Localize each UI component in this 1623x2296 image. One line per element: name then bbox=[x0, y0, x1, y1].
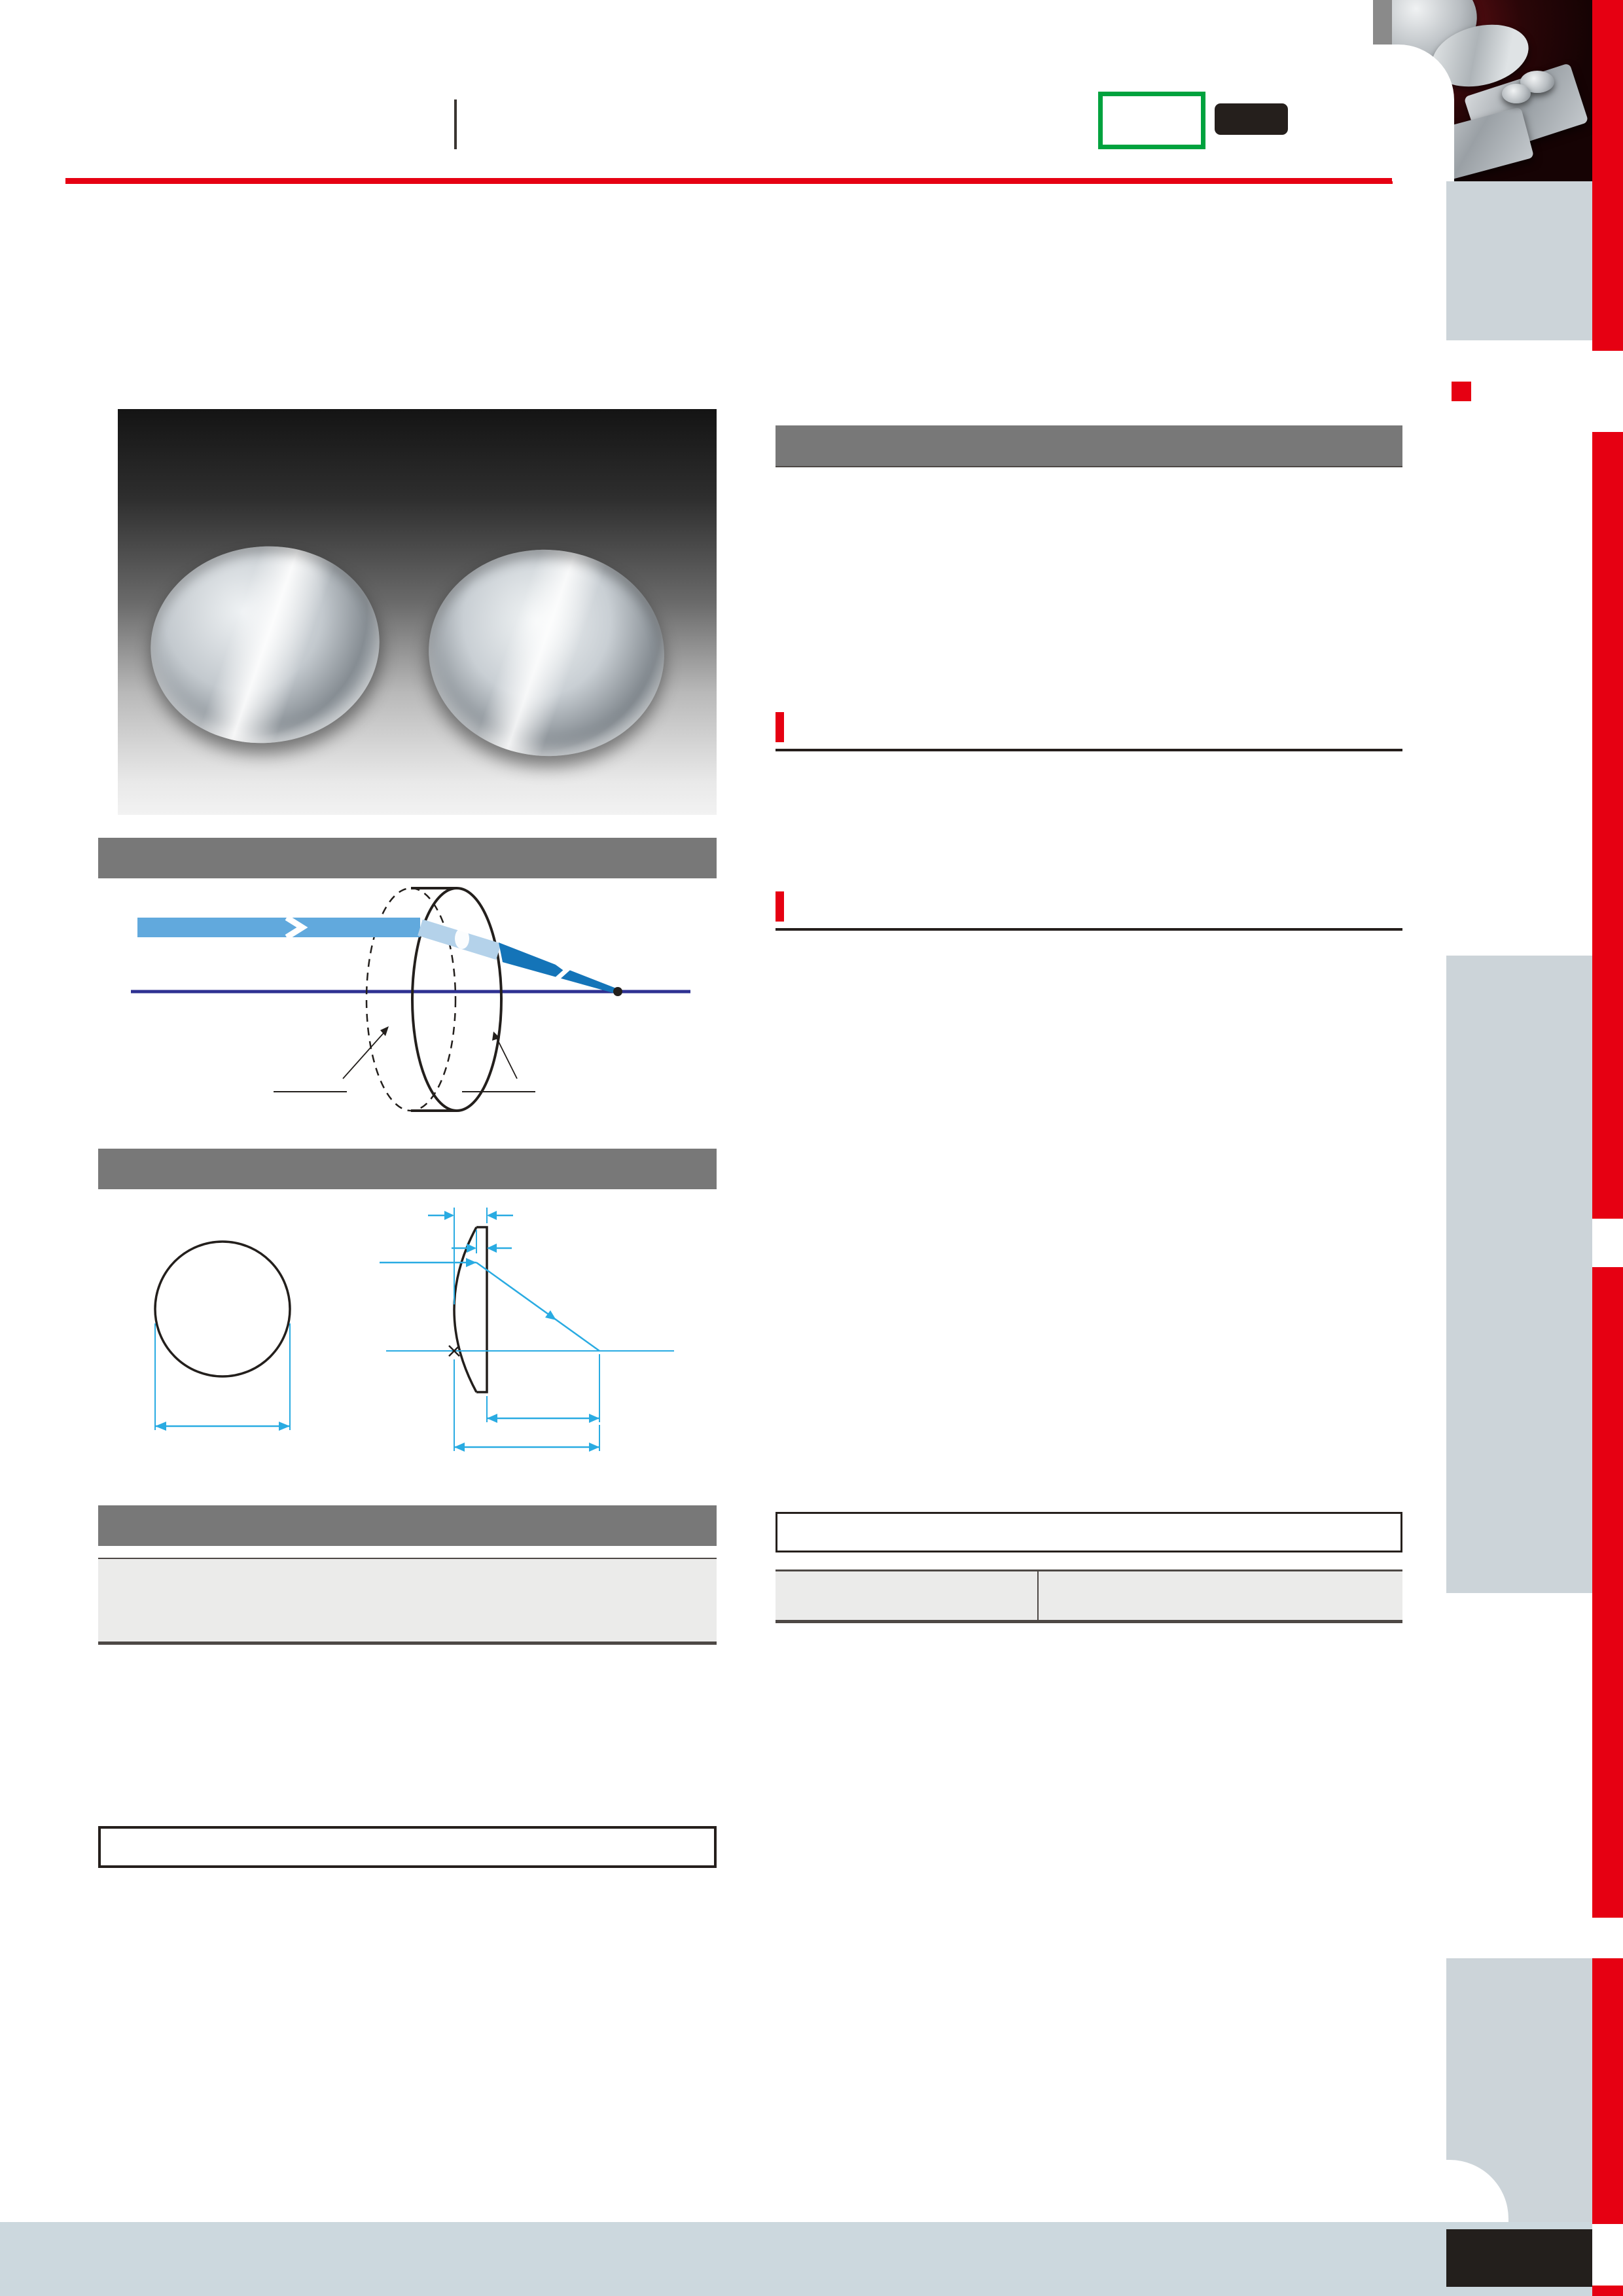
sidebar-section-list bbox=[1446, 956, 1592, 1593]
rohs-badge bbox=[1098, 92, 1205, 149]
col-header-wavelength bbox=[776, 1571, 1037, 1620]
red-bar-icon bbox=[776, 712, 784, 742]
red-bar-icon bbox=[776, 891, 784, 922]
catalog-number-label bbox=[1215, 103, 1288, 135]
tech-specs-header-row bbox=[98, 1558, 717, 1643]
strip-gap bbox=[1592, 351, 1623, 432]
common-specs-section bbox=[776, 425, 1402, 467]
col-header-refractive-index bbox=[1037, 1571, 1402, 1620]
photo-small-lens-icon bbox=[1502, 84, 1531, 103]
header-rule bbox=[65, 178, 1393, 184]
chart-title-box bbox=[98, 1826, 717, 1868]
caution-section bbox=[776, 891, 1402, 941]
common-specs-table bbox=[776, 466, 1402, 467]
spacer bbox=[1446, 956, 1592, 1041]
physical-properties-section bbox=[776, 1512, 1402, 1623]
footer bbox=[0, 2222, 1592, 2296]
lens-photo-right bbox=[421, 542, 671, 764]
function-diagram bbox=[98, 878, 717, 1140]
sidebar-item-optics-thinfilm[interactable] bbox=[1446, 351, 1592, 432]
tech-specs-table bbox=[98, 1558, 717, 1645]
sidebar-item-applications[interactable] bbox=[1446, 181, 1592, 340]
corner-mark bbox=[1373, 0, 1392, 45]
tech-specs-section bbox=[98, 1505, 717, 1645]
col-header-model bbox=[98, 1559, 360, 1641]
outline-section bbox=[98, 1149, 717, 1503]
function-diagram-section bbox=[98, 838, 717, 1143]
info-section bbox=[776, 712, 1402, 762]
chart-section bbox=[98, 1826, 717, 2192]
intro-bullet bbox=[98, 332, 1119, 355]
function-diagram-title bbox=[98, 838, 717, 878]
strip-gap bbox=[1592, 1219, 1623, 1267]
red-square-icon bbox=[1452, 382, 1471, 401]
sidebar-item-other[interactable] bbox=[1446, 1918, 1592, 1958]
physical-header-row bbox=[776, 1571, 1402, 1621]
outline-header bbox=[98, 1149, 717, 1189]
caution-header bbox=[776, 891, 1402, 931]
strip-gap bbox=[1592, 1918, 1623, 1958]
tech-specs-title bbox=[98, 1505, 717, 1546]
lens-photo-left bbox=[141, 535, 389, 755]
physical-title bbox=[776, 1512, 1402, 1552]
strip-gap bbox=[1592, 2224, 1623, 2286]
transmittance-chart bbox=[98, 1868, 717, 2189]
outline-drawing bbox=[98, 1189, 717, 1500]
title-divider bbox=[454, 99, 457, 149]
common-specs-title bbox=[776, 425, 1402, 466]
page-number-tab bbox=[1446, 2229, 1592, 2287]
info-header bbox=[776, 712, 1402, 751]
intro-bullet bbox=[98, 370, 1119, 393]
physical-table bbox=[776, 1570, 1402, 1623]
product-photo bbox=[118, 409, 717, 815]
